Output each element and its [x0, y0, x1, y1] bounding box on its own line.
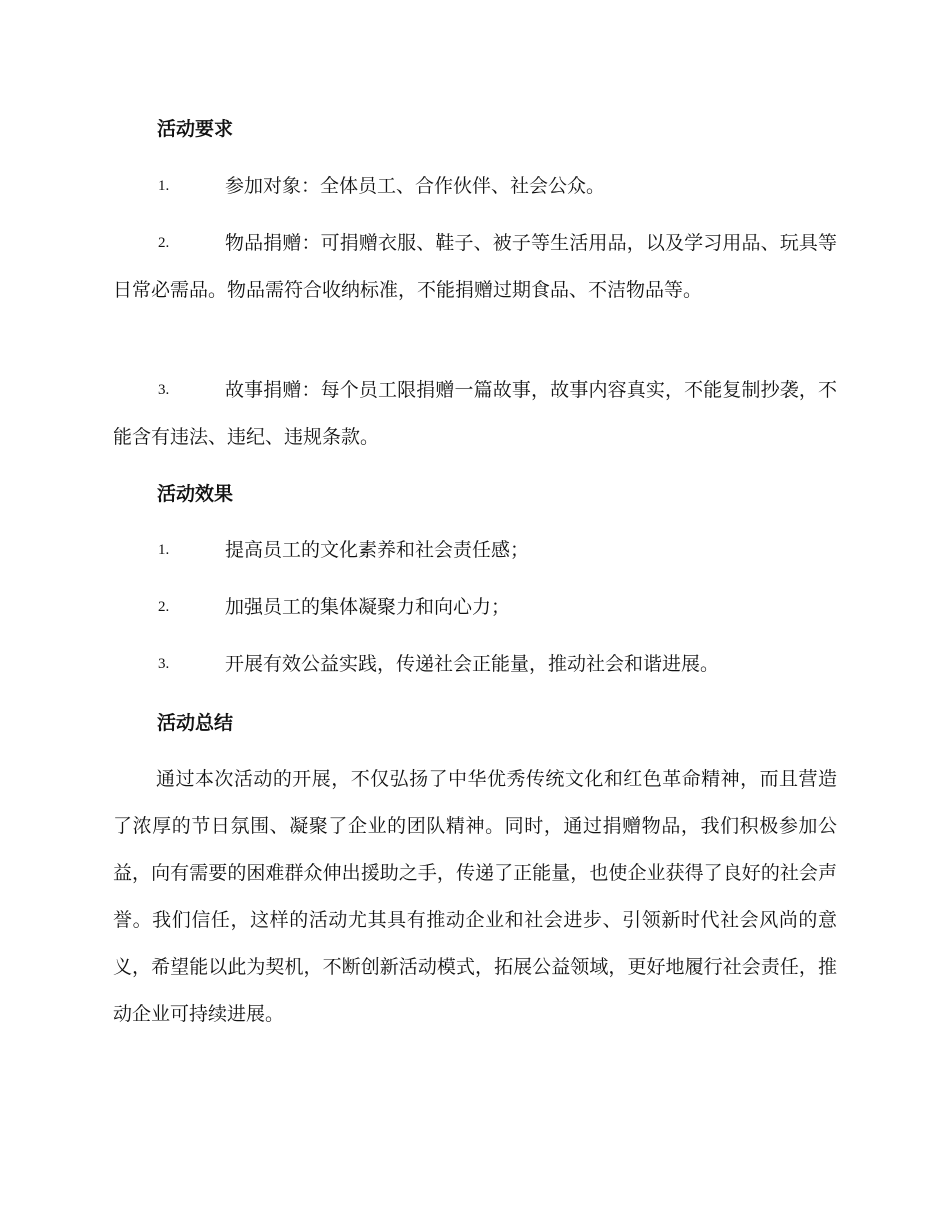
section-heading-summary: 活动总结 [157, 712, 234, 734]
requirements-item-1 [113, 163, 837, 210]
list-item-text: 加强员工的集体凝聚力和向心力； [225, 596, 511, 618]
effects-item-3 [113, 641, 837, 688]
list-number: 1. [158, 178, 170, 194]
section-heading-effects: 活动效果 [157, 483, 234, 505]
requirements-item-2 [113, 220, 837, 314]
list-item-text: 参加对象：全体员工、合作伙伴、社会公众。 [225, 175, 606, 197]
list-number: 2. [158, 599, 170, 615]
list-number: 3. [158, 382, 170, 398]
list-item-text: 提高员工的文化素养和社会责任感； [225, 539, 530, 561]
list-number: 1. [158, 542, 170, 558]
list-item-text: 物品捐赠：可捐赠衣服、鞋子、被子等生活用品，以及学习用品、玩具等日常必需品。物品需符合收纳标准，不能捐赠过期食品、不洁物品等。 [113, 232, 837, 301]
list-number: 3. [158, 656, 170, 672]
list-number: 2. [158, 235, 170, 251]
effects-item-2 [113, 584, 837, 631]
list-item-text: 开展有效公益实践，传递社会正能量，推动社会和谐进展。 [225, 653, 720, 675]
summary-paragraph: 通过本次活动的开展，不仅弘扬了中华优秀传统文化和红色革命精神，而且营造了浓厚的节日氛围、凝聚了企业的团队精神。同时，通过捐赠物品，我们积极参加公益，向有需要的困难群众伸出援助之手，传递了正能量，也使企业获得了良好的社会声誉。我们信任，这样的活动尤其具有推动企业和社会进步、引领新时代社会风尚的意义，希望能以此为契机，不断创新活动模式，拓展公益领域，更好地履行社会责任，推动企业可持续进展。 [113, 768, 837, 1025]
list-item-text: 故事捐赠：每个员工限捐赠一篇故事，故事内容真实，不能复制抄袭，不能含有违法、违纪、违规条款。 [113, 379, 837, 448]
effects-item-1 [113, 527, 837, 574]
section-heading-requirements: 活动要求 [157, 118, 234, 140]
requirements-item-3 [113, 367, 837, 461]
